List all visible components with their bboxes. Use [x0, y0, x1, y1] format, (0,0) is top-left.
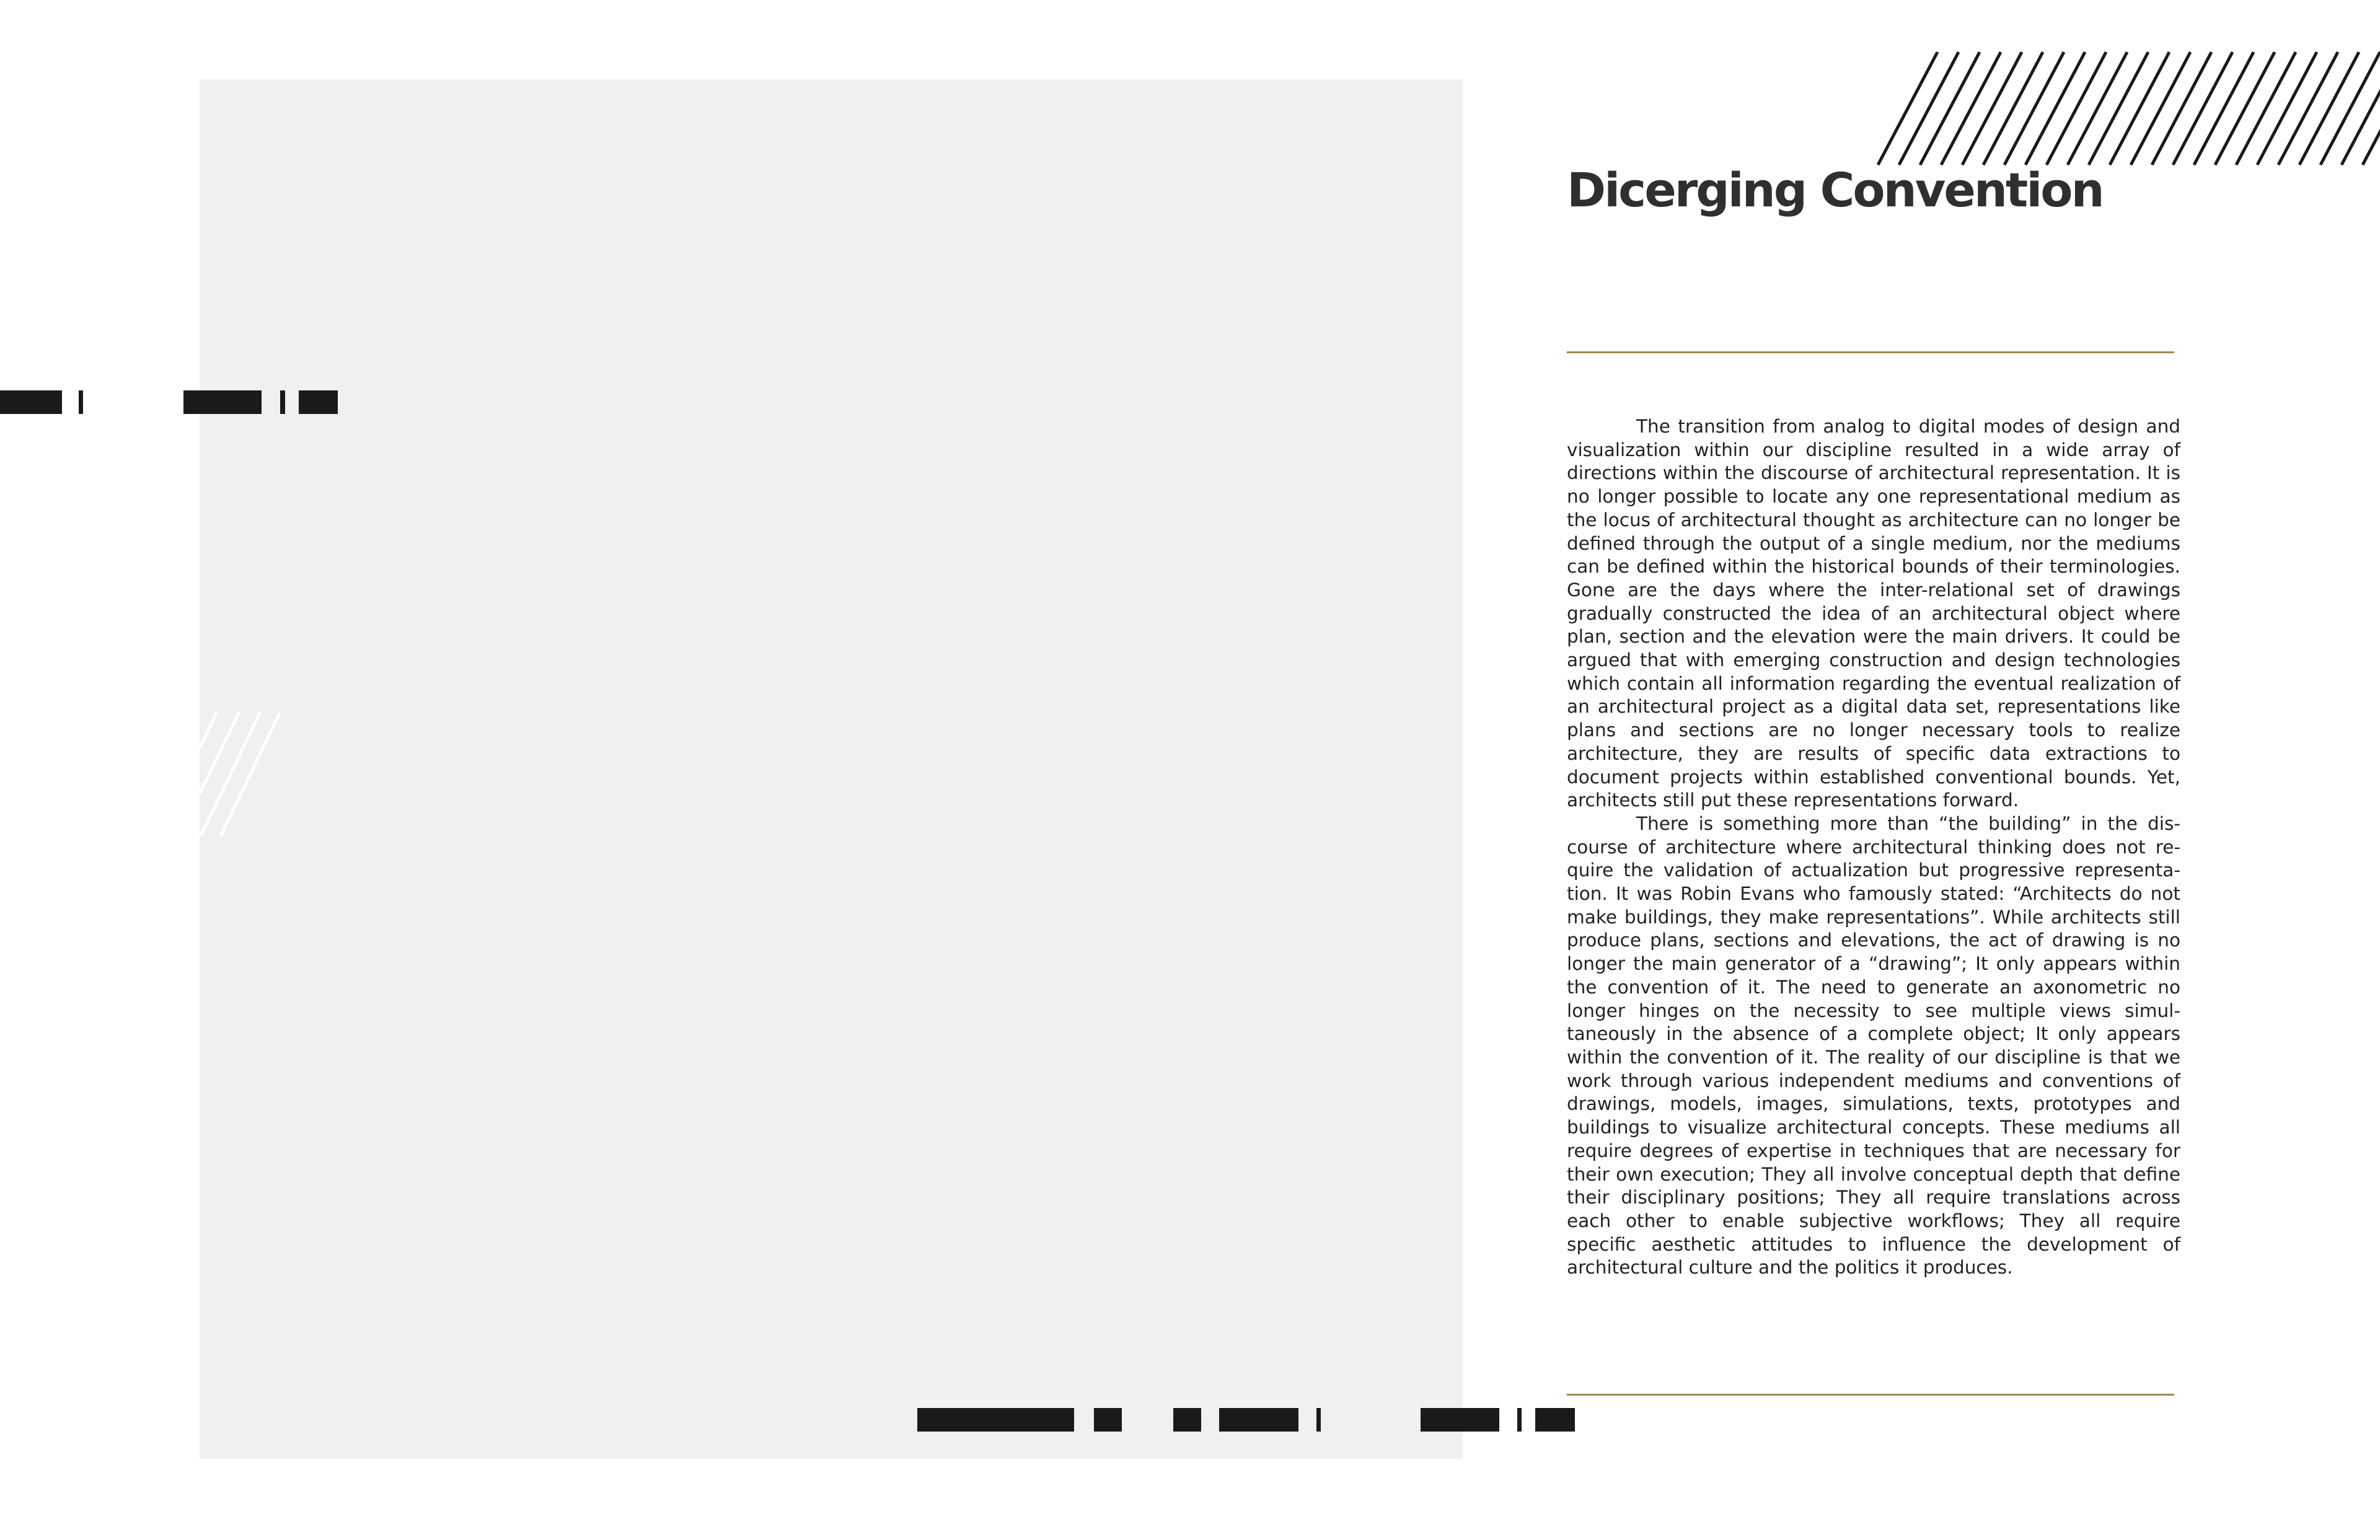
barcode-segment	[917, 1408, 1074, 1432]
barcode-segment	[183, 390, 262, 414]
image-placeholder-panel	[200, 79, 1463, 1459]
hatch-line	[2342, 52, 2380, 165]
barcode-segment	[79, 390, 83, 414]
barcode-segment	[1094, 1408, 1122, 1432]
barcode-segment	[1421, 1408, 1499, 1432]
barcode-segment	[299, 390, 338, 414]
footer-divider	[1567, 1394, 2174, 1396]
panel-hatch-decoration	[200, 710, 280, 840]
barcode-segment	[1535, 1408, 1575, 1432]
barcode-segment	[280, 390, 285, 414]
hatch-decoration	[1872, 50, 2380, 167]
barcode-segment	[1219, 1408, 1298, 1432]
barcode-segment	[0, 390, 62, 414]
paragraph: The transition from analog to digital modes of design and visualization within our discipline resulted in a wide array of directions within the discourse of architectural representation. It is no longer possible to locate any one representational medium as the locus of architectural thought as architecture can no longer be defined through the output of a single medium, nor the mediums can be defined within the historical bounds of their terminologies. Gone are the days where the inter-relational set of drawings gradually constructed the idea of an architectural object where plan, section and the elevation were the main drivers. It could be argued that with emerging construction and design technologies which contain all information regarding the eventual realization of an architectural project as a digital data set, representations like plans and sections are no longer necessary tools to realize architecture, they are results of specific data extractions to document projects within established conventional bounds. Yet, architects still put these representations forward.	[1567, 416, 2180, 811]
barcode-segment	[1173, 1408, 1201, 1432]
barcode-segment	[1517, 1408, 1522, 1432]
article-body	[1567, 415, 2180, 1280]
paragraph: There is something more than “the building” in the discourse of architecture where architectural thinking does not require the validation of actualization but progressive representation. It was Robin Evans who famously stated: “Architects do not make buildings, they make representations”. While architects still produce plans, sections and elevations, the act of drawing is no longer the main generator of a “drawing”; It only appears within the convention of it. The need to generate an axonometric no longer hinges on the necessity to see multiple views simultaneously in the absence of a complete object; It only appears within the convention of it. The reality of our discipline is that we work through various independent mediums and conventions of drawings, models, images, simulations, texts, prototypes and buildings to visualize architectural concepts. These mediums all require degrees of expertise in techniques that are necessary for their own execution; They all involve conceptual depth that define their disciplinary positions; They all require translations across each other to enable subjective workflows; They all require specific aesthetic attitudes to influence the development of architectural culture and the politics it produces.	[1567, 812, 2180, 1278]
barcode-segment	[1316, 1408, 1321, 1432]
page-title: Dicerging Convention	[1567, 162, 2103, 218]
title-divider	[1567, 351, 2174, 353]
